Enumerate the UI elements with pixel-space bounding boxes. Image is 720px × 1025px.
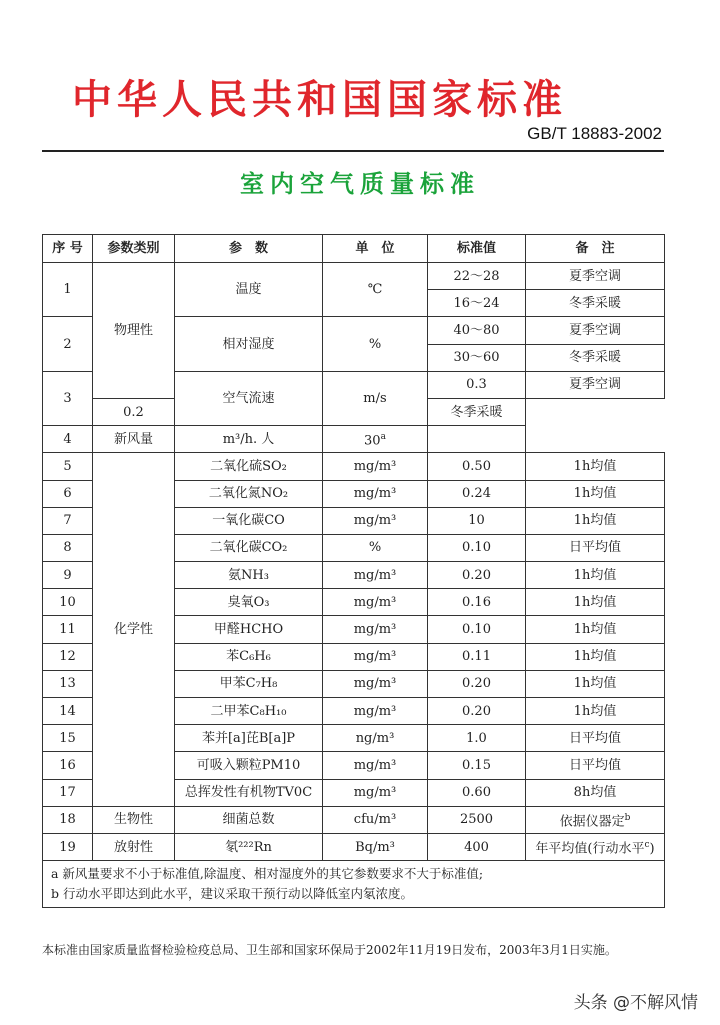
- notes-row: [43, 861, 665, 908]
- footnote-marker: b: [624, 812, 631, 823]
- unit: cfu/m³: [323, 806, 428, 833]
- standard-value: 30～60: [428, 344, 526, 371]
- remark-text: 1h均值: [573, 676, 617, 692]
- table-header-row: [43, 235, 665, 263]
- parameter-name: 一氧化碳CO: [175, 507, 323, 534]
- standard-value-text: 30: [364, 433, 381, 449]
- standard-value: [428, 670, 526, 697]
- standard-value-text: 0.20: [462, 676, 491, 692]
- standard-value: [428, 698, 526, 725]
- parameter-name: 总挥发性有机物TV0C: [175, 779, 323, 806]
- parameter-name: 苯C₆H₆: [175, 643, 323, 670]
- parameter-name: 相对湿度: [175, 317, 323, 371]
- remark: [428, 426, 526, 453]
- remark: [526, 480, 665, 507]
- notes-cell: [43, 861, 665, 908]
- remark: 冬季采暖: [428, 398, 526, 425]
- remark-text: 依据仪器定: [559, 814, 625, 829]
- table-row: [43, 426, 665, 453]
- parameter-name: 甲醛HCHO: [175, 616, 323, 643]
- remark-text: 1h均值: [573, 567, 617, 583]
- parameter-name: 苯并[a]芘B[a]P: [175, 725, 323, 752]
- remark-text: 1h均值: [573, 649, 617, 665]
- parameter-name: 二甲苯C₈H₁₀: [175, 698, 323, 725]
- watermark: 头条 @不解风情: [573, 993, 698, 1013]
- remark: [526, 806, 665, 833]
- row-number: 9: [43, 562, 93, 589]
- remark: [526, 616, 665, 643]
- table-row: [43, 806, 665, 833]
- remark-text: 年平均值(行动水平: [535, 841, 645, 857]
- remark: [526, 698, 665, 725]
- category-radioactive: 放射性: [93, 833, 175, 860]
- row-number: 15: [43, 725, 93, 752]
- standard-value: 22～28: [428, 263, 526, 290]
- footnote: b 行动水平即达到此水平，建议采取干预行动以降低室内氡浓度。: [51, 886, 413, 902]
- row-number: 4: [43, 426, 93, 453]
- standard-value: 16～24: [428, 290, 526, 317]
- standard-value-text: 0.16: [462, 594, 491, 610]
- standard-value: [428, 616, 526, 643]
- unit: Bq/m³: [323, 833, 428, 860]
- parameter-name: 氨NH₃: [175, 562, 323, 589]
- remark: [526, 507, 665, 534]
- remark: [526, 589, 665, 616]
- standard-value: [428, 534, 526, 561]
- standard-value: [428, 453, 526, 480]
- table-row: [43, 263, 665, 290]
- standard-value: [428, 806, 526, 833]
- unit: mg/m³: [323, 562, 428, 589]
- parameter-name: 空气流速: [175, 371, 323, 425]
- remark-text: 1h均值: [573, 703, 617, 719]
- remark: [526, 670, 665, 697]
- header-no: 序 号: [43, 235, 93, 263]
- header-parameter: 参 数: [175, 235, 323, 263]
- parameter-name: 氡²²²Rn: [175, 833, 323, 860]
- unit: mg/m³: [323, 589, 428, 616]
- unit: mg/m³: [323, 643, 428, 670]
- parameter-name: 二氧化碳CO₂: [175, 534, 323, 561]
- parameter-name: 细菌总数: [175, 806, 323, 833]
- remark: [526, 562, 665, 589]
- standard-value-text: 2500: [459, 812, 494, 828]
- standard-value: [428, 833, 526, 860]
- parameter-name: 臭氧O₃: [175, 589, 323, 616]
- remark-text: 1h均值: [573, 594, 617, 610]
- publication-note: 本标准由国家质量监督检验检疫总局、卫生部和国家环保局于2002年11月19日发布，2003年3月1日实施。: [42, 943, 617, 957]
- unit: m/s: [323, 371, 428, 425]
- remark: 夏季空调: [526, 317, 665, 344]
- parameter-name: 二氧化氮NO₂: [175, 480, 323, 507]
- parameter-name: 温度: [175, 263, 323, 317]
- row-number: 19: [43, 833, 93, 860]
- unit: %: [323, 317, 428, 371]
- remark: 夏季空调: [526, 263, 665, 290]
- standard-value-text: 0.20: [462, 703, 491, 719]
- category-biological: 生物性: [93, 806, 175, 833]
- remark: [526, 534, 665, 561]
- standard-value: [428, 752, 526, 779]
- standard-code: GB/T 18883-2002: [527, 124, 662, 143]
- row-number: 16: [43, 752, 93, 779]
- standard-value-text: 0.24: [462, 486, 491, 502]
- table-row: [43, 833, 665, 860]
- row-number: 3: [43, 371, 93, 425]
- standard-value: 0.3: [428, 371, 526, 398]
- remark: 冬季采暖: [526, 290, 665, 317]
- standard-value-text: 0.20: [462, 567, 491, 583]
- standard-value: [428, 725, 526, 752]
- remark-text: 1h均值: [573, 513, 617, 529]
- row-number: 10: [43, 589, 93, 616]
- standard-value: [323, 426, 428, 453]
- table-row: [43, 453, 665, 480]
- remark: [526, 725, 665, 752]
- row-number: 5: [43, 453, 93, 480]
- remark: [526, 752, 665, 779]
- unit: mg/m³: [323, 670, 428, 697]
- standard-value-text: 0.50: [462, 458, 491, 474]
- remark: [526, 643, 665, 670]
- standard-value-text: 0.15: [462, 757, 491, 773]
- standard-value: [428, 589, 526, 616]
- row-number: 17: [43, 779, 93, 806]
- remark-text: 1h均值: [573, 622, 617, 638]
- footnote-marker: a: [380, 432, 386, 443]
- standard-value-text: 1.0: [466, 730, 487, 746]
- standard-value-text: 0.60: [462, 785, 491, 801]
- unit: ng/m³: [323, 725, 428, 752]
- unit: mg/m³: [323, 480, 428, 507]
- remark-text: 8h均值: [573, 785, 617, 801]
- unit: mg/m³: [323, 616, 428, 643]
- standard-value: [428, 779, 526, 806]
- standard-value-text: 0.11: [462, 649, 491, 665]
- standard-value-text: 0.10: [462, 540, 491, 556]
- row-number: 18: [43, 806, 93, 833]
- header-remark: 备 注: [526, 235, 665, 263]
- standard-value: [428, 480, 526, 507]
- remark-tail: ): [649, 841, 655, 857]
- remark: [526, 833, 665, 860]
- row-number: 2: [43, 317, 93, 371]
- remark: [526, 453, 665, 480]
- unit: %: [323, 534, 428, 561]
- unit: ℃: [323, 263, 428, 317]
- header-category: 参数类别: [93, 235, 175, 263]
- unit: mg/m³: [323, 453, 428, 480]
- unit: mg/m³: [323, 507, 428, 534]
- standard-value-text: 400: [464, 839, 489, 855]
- row-number: 1: [43, 263, 93, 317]
- header-unit: 单 位: [323, 235, 428, 263]
- parameter-name: 甲苯C₇H₈: [175, 670, 323, 697]
- row-number: 11: [43, 616, 93, 643]
- remark-text: 日平均值: [568, 540, 621, 556]
- remark: 夏季空调: [526, 371, 665, 398]
- remark-text: 1h均值: [573, 486, 617, 502]
- header-standard-value: 标准值: [428, 235, 526, 263]
- category-physical: 物理性: [93, 263, 175, 399]
- row-number: 13: [43, 670, 93, 697]
- remark-text: 日平均值: [568, 730, 621, 746]
- row-number: 12: [43, 643, 93, 670]
- remark-text: 日平均值: [568, 757, 621, 773]
- parameter-name: 新风量: [93, 426, 175, 453]
- standard-value-text: 10: [468, 513, 485, 529]
- remark: [526, 779, 665, 806]
- row-number: 7: [43, 507, 93, 534]
- document-title: 中华人民共和国国家标准: [72, 77, 567, 123]
- remark: 冬季采暖: [526, 344, 665, 371]
- parameter-name: 二氧化硫SO₂: [175, 453, 323, 480]
- document-subtitle: 室内空气质量标准: [240, 170, 480, 198]
- footnote-marker: c: [644, 839, 650, 850]
- air-quality-table: [42, 234, 665, 908]
- footnote: a 新风量要求不小于标准值,除温度、相对湿度外的其它参数要求不大于标准值;: [51, 866, 484, 882]
- remark-text: 1h均值: [573, 458, 617, 474]
- category-chemical: 化学性: [93, 453, 175, 806]
- standard-value: 40～80: [428, 317, 526, 344]
- row-number: 14: [43, 698, 93, 725]
- row-number: 6: [43, 480, 93, 507]
- standard-value: [428, 507, 526, 534]
- unit: m³/h. 人: [175, 426, 323, 453]
- unit: mg/m³: [323, 752, 428, 779]
- header-rule: [42, 150, 664, 152]
- standard-value-text: 0.10: [462, 622, 491, 638]
- standard-value: 0.2: [93, 398, 175, 425]
- standard-value: [428, 562, 526, 589]
- unit: mg/m³: [323, 698, 428, 725]
- row-number: 8: [43, 534, 93, 561]
- unit: mg/m³: [323, 779, 428, 806]
- parameter-name: 可吸入颗粒PM10: [175, 752, 323, 779]
- standard-value: [428, 643, 526, 670]
